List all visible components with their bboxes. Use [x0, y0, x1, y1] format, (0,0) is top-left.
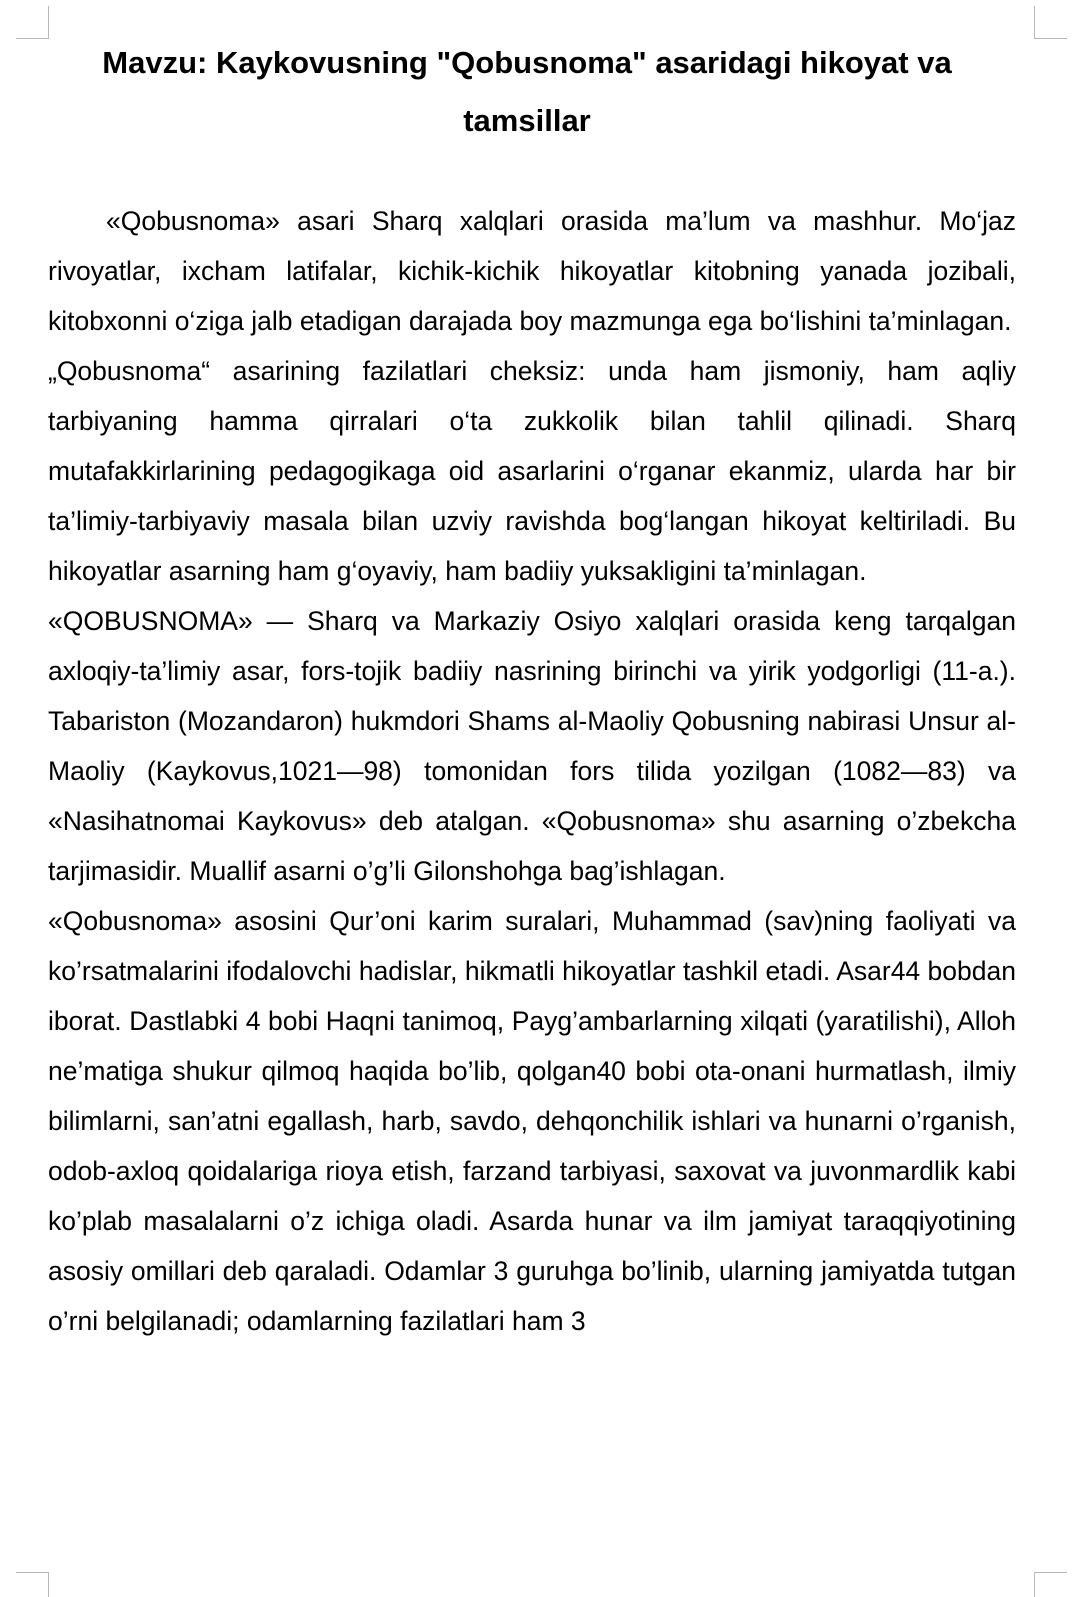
crop-mark-bottom-left	[16, 1572, 49, 1597]
document-body	[48, 196, 1016, 1346]
crop-mark-bottom-right	[1034, 1572, 1067, 1597]
paragraph-virtues: „Qobusnoma“ asarining fazilatlari cheksiz: unda ham jismoniy, ham aqliy tarbiyaning hamma qirralari o‘ta zukkolik bilan tahlil qilinadi. Sharq mutafakkirlarining pedagogikaga oid asarlarini o‘rganar ekanmiz, ularda har bir ta’limiy-tarbiyaviy masala bilan uzviy ravishda bog‘langan hikoyat keltiriladi. Bu hikoyatlar asarning ham g‘oyaviy, ham badiiy yuksakligini ta’minlagan.	[48, 356, 1016, 586]
crop-mark-top-right	[1034, 6, 1067, 39]
document-title: Mavzu: Kaykovusning "Qobusnoma" asaridagi hikoyat va tamsillar	[102, 45, 952, 138]
paragraph-structure: «Qobusnoma» asosini Qur’oni karim suralari, Muhammad (sav)ning faoliyati va ko’rsatmalarini ifodalovchi hadislar, hikmatli hikoyatlar tashkil etadi. Asar44 bobdan iborat. Dastlabki 4 bobi Haqni tanimoq, Payg’ambarlarning xilqati (yaratilishi), Alloh ne’matiga shukur qilmoq haqida bo’lib, qolgan40 bobi ota-onani hurmatlash, ilmiy bilimlarni, san’atni egallash, harb, savdo, dehqonchilik ishlari va hunarni o’rganish, odob-axloq qoidalariga rioya etish, farzand tarbiyasi, saxovat va juvonmardlik kabi ko’plab masalalarni o’z ichiga oladi. Asarda hunar va ilm jamiyat taraqqiyotining asosiy omillari deb qaraladi. Odamlar 3 guruhga bo’linib, ularning jamiyatda tutgan o’rni belgilanadi; odamlarning fazilatlari ham 3	[48, 906, 1016, 1336]
paragraph-intro: «Qobusnoma» asari Sharq xalqlari orasida ma’lum va mashhur. Mo‘jaz rivoyatlar, ixcham latifalar, kichik-kichik hikoyatlar kitobning yanada jozibali, kitobxonni o‘ziga jalb etadigan darajada boy mazmunga ega bo‘lishini ta’minlagan.	[48, 206, 1016, 336]
paragraph-definition: «QOBUSNOMA» — Sharq va Markaziy Osiyo xalqlari orasida keng tarqalgan axloqiy-ta’limiy asar, fors-tojik badiiy nasrining birinchi va yirik yodgorligi (11-a.). Tabariston (Mozandaron) hukmdori Shams al-Maoliy Qobusning nabirasi Unsur al-Maoliy (Kaykovus,1021—98) tomonidan fors tilida yozilgan (1082—83) va «Nasihatnomai Kaykovus» deb atalgan. «Qobusnoma» shu asarning o’zbekcha tarjimasidir. Muallif asarni o’g’li Gilonshohga bag’ishlagan.	[48, 606, 1016, 886]
crop-mark-top-left	[16, 6, 49, 39]
